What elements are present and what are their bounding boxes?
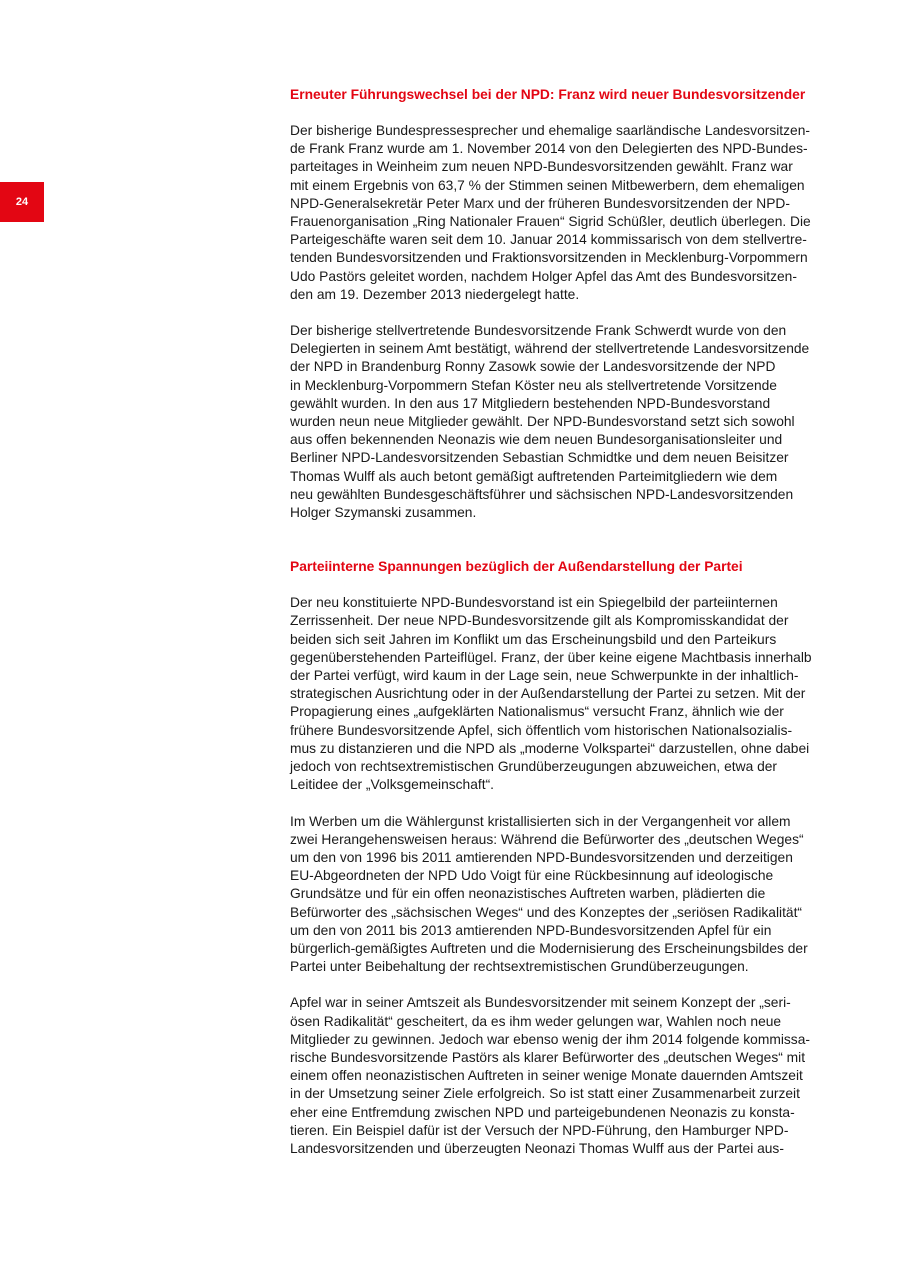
text-line: um den von 2011 bis 2013 amtierenden NPD-Bundesvorsitzenden Apfel für ein	[290, 922, 772, 938]
text-line: bürgerlich-gemäßigtes Auftreten und die Modernisierung des Erscheinungsbildes der	[290, 940, 808, 956]
paragraph	[290, 994, 842, 1158]
text-line: eher eine Entfremdung zwischen NPD und parteigebundenen Neonazis zu konsta-	[290, 1104, 795, 1120]
text-line: tenden Bundesvorsitzenden und Fraktionsvorsitzenden in Mecklenburg-Vorpommern	[290, 250, 808, 266]
paragraph	[290, 122, 842, 304]
text-line: tieren. Ein Beispiel dafür ist der Versuch der NPD-Führung, den Hamburger NPD-	[290, 1122, 789, 1138]
text-line: parteitages in Weinheim zum neuen NPD-Bundesvorsitzenden gewählt. Franz war	[290, 159, 793, 175]
text-line: rische Bundesvorsitzende Pastörs als klarer Befürworter des „deutschen Weges“ mit	[290, 1049, 806, 1065]
text-line: Zerrissenheit. Der neue NPD-Bundesvorsitzende gilt als Kompromisskandidat der	[290, 613, 789, 629]
paragraph	[290, 594, 842, 794]
text-line: frühere Bundesvorsitzende Apfel, sich öffentlich vom historischen Nationalsozialis-	[290, 722, 793, 738]
text-line: de Frank Franz wurde am 1. November 2014 von den Delegierten des NPD-Bundes-	[290, 141, 808, 157]
text-line: Leitidee der „Volksgemeinschaft“.	[290, 777, 494, 793]
text-line: Berliner NPD-Landesvorsitzenden Sebastian Schmidtke und dem neuen Beisitzer	[290, 450, 789, 466]
text-line: Der bisherige Bundespressesprecher und ehemalige saarländische Landesvorsitzen-	[290, 123, 810, 138]
text-line: wurden neun neue Mitglieder gewählt. Der NPD-Bundesvorstand setzt sich sowohl	[290, 414, 795, 430]
text-line: EU-Abgeordneten der NPD Udo Voigt für eine Rückbesinnung auf ideologische	[290, 868, 774, 884]
text-line: strategischen Ausrichtung oder in der Außendarstellung der Partei zu setzen. Mit der	[290, 686, 806, 702]
text-line: aus offen bekennenden Neonazis wie dem neuen Bundesorganisationsleiter und	[290, 432, 783, 448]
page-number: 24	[0, 182, 44, 222]
document-body	[290, 86, 842, 1158]
text-line: mit einem Ergebnis von 63,7 % der Stimmen seinen Mitbewerbern, dem ehemaligen	[290, 177, 805, 193]
text-line: mus zu distanzieren und die NPD als „moderne Volkspartei“ darzustellen, ohne dabei	[290, 740, 810, 756]
text-line: Mitglieder zu gewinnen. Jedoch war ebenso wenig der ihm 2014 folgende kommissa-	[290, 1031, 810, 1047]
text-line: Im Werben um die Wählergunst kristallisierten sich in der Vergangenheit vor allem	[290, 813, 791, 829]
text-line: Der bisherige stellvertretende Bundesvorsitzende Frank Schwerdt wurde von den	[290, 323, 787, 339]
text-line: gegenüberstehenden Parteiflügel. Franz, der über keine eigene Machtbasis innerhalb	[290, 649, 812, 665]
text-line: jedoch von rechtsextremistischen Grundüberzeugungen abzuweichen, etwa der	[290, 759, 778, 775]
text-line: Partei unter Beibehaltung der rechtsextremistischen Grundüberzeugungen.	[290, 959, 749, 975]
text-line: Thomas Wulff als auch betont gemäßigt auftretenden Parteimitgliedern wie dem	[290, 468, 778, 484]
text-line: zwei Herangehensweisen heraus: Während die Befürworter des „deutschen Weges“	[290, 831, 804, 847]
text-line: Udo Pastörs geleitet worden, nachdem Holger Apfel das Amt des Bundesvorsitzen-	[290, 268, 797, 284]
text-line: der NPD in Brandenburg Ronny Zasowk sowie der Landesvorsitzende der NPD	[290, 359, 776, 375]
text-line: Delegierten in seinem Amt bestätigt, während der stellvertretende Landesvorsitzende	[290, 341, 810, 357]
text-line: Landesvorsitzenden und überzeugten Neonazi Thomas Wulff aus der Partei aus-	[290, 1140, 784, 1156]
text-line: in der Umsetzung seiner Ziele erfolgreich. So ist statt einer Zusammenarbeit zurzeit	[290, 1086, 800, 1102]
text-line: Befürworter des „sächsischen Weges“ und des Konzeptes der „seriösen Radikalität“	[290, 904, 803, 920]
paragraph	[290, 813, 842, 977]
text-line: einem offen neonazistischen Auftreten in seiner wenige Monate dauernden Amtszeit	[290, 1068, 803, 1084]
text-line: Der neu konstituierte NPD-Bundesvorstand ist ein Spiegelbild der parteiinternen	[290, 595, 778, 611]
text-line: Parteigeschäfte waren seit dem 10. Januar 2014 kommissarisch von dem stellvertre-	[290, 232, 807, 248]
text-line: gewählt wurden. In den aus 17 Mitgliedern bestehenden NPD-Bundesvorstand	[290, 395, 771, 411]
text-line: um den von 1996 bis 2011 amtierenden NPD-Bundesvorsitzenden und derzeitigen	[290, 849, 793, 865]
section-heading: Erneuter Führungswechsel bei der NPD: Franz wird neuer Bundesvorsitzender	[290, 87, 806, 102]
text-line: beiden sich seit Jahren im Konflikt um das Erscheinungsbild und den Parteikurs	[290, 631, 777, 647]
section-heading: Parteiinterne Spannungen bezüglich der Außendarstellung der Partei	[290, 559, 743, 575]
text-line: Propagierung eines „aufgeklärten Nationalismus“ versucht Franz, ähnlich wie der	[290, 704, 784, 720]
text-line: NPD-Generalsekretär Peter Marx und der früheren Bundesvorsitzenden der NPD-	[290, 195, 790, 211]
text-line: ösen Radikalität“ gescheitert, da es ihm weder gelungen war, Wahlen noch neue	[290, 1013, 782, 1029]
text-line: Frauenorganisation „Ring Nationaler Frauen“ Sigrid Schüßler, deutlich überlegen. Die	[290, 214, 811, 230]
text-line: Grundsätze und für ein offen neonazistisches Auftreten warben, plädierten die	[290, 886, 766, 902]
text-line: Holger Szymanski zusammen.	[290, 505, 477, 521]
text-line: neu gewählten Bundesgeschäftsführer und sächsischen NPD-Landesvorsitzenden	[290, 486, 794, 502]
text-line: Apfel war in seiner Amtszeit als Bundesvorsitzender mit seinem Konzept der „seri-	[290, 995, 791, 1011]
text-line: in Mecklenburg-Vorpommern Stefan Köster neu als stellvertretende Vorsitzende	[290, 377, 777, 393]
paragraph	[290, 322, 842, 522]
text-line: der Partei verfügt, wird kaum in der Lage sein, neue Schwerpunkte in der inhaltlich-	[290, 668, 799, 684]
text-line: den am 19. Dezember 2013 niedergelegt hatte.	[290, 286, 580, 302]
